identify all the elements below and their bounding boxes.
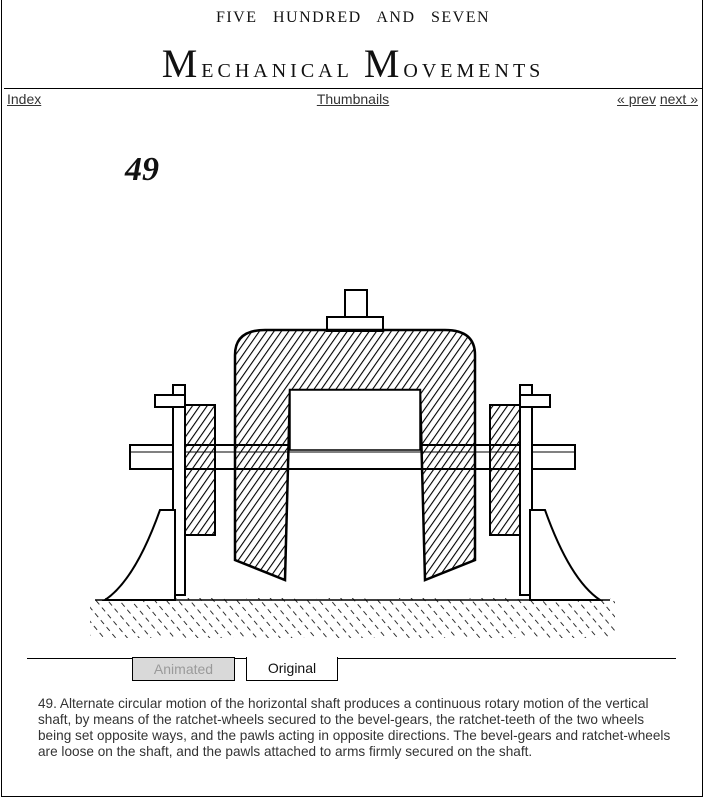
- nav-index: [7, 91, 41, 107]
- title-rest-1: echanical: [201, 53, 353, 84]
- title-initial-2: M: [363, 41, 404, 86]
- prev-link[interactable]: « prev: [617, 91, 656, 107]
- index-link[interactable]: Index: [7, 91, 42, 107]
- thumbnails-link[interactable]: Thumbnails: [316, 91, 390, 107]
- ratchet-bevel-gear-drawing: [85, 140, 630, 640]
- title-rest-2: ovements: [403, 53, 545, 84]
- book-subtitle: FIVE HUNDRED AND SEVEN: [215, 9, 491, 26]
- movement-illustration: [85, 140, 630, 640]
- title-initial-1: M: [161, 41, 202, 86]
- tabs-baseline: [27, 658, 676, 659]
- tab-animated[interactable]: Animated: [132, 657, 235, 681]
- next-link[interactable]: next »: [659, 91, 698, 107]
- book-title: [0, 40, 706, 87]
- nav-pager: [617, 91, 698, 107]
- header-divider: [4, 88, 702, 89]
- figure-number: 49: [125, 151, 159, 188]
- tab-original[interactable]: Original: [246, 657, 338, 681]
- movement-description: 49. Alternate circular motion of the horizontal shaft produces a continuous rotary motion of the vertical shaft, by means of the ratchet-wheels secured to the bevel-gears, the ratchet-teeth of the two wheels being set opposite ways, and the pawls acting in opposite directions. The bevel-gears and ratchet-wheels are loose on the shaft, and the pawls attached to arms firmly secured on the shaft.: [38, 696, 671, 759]
